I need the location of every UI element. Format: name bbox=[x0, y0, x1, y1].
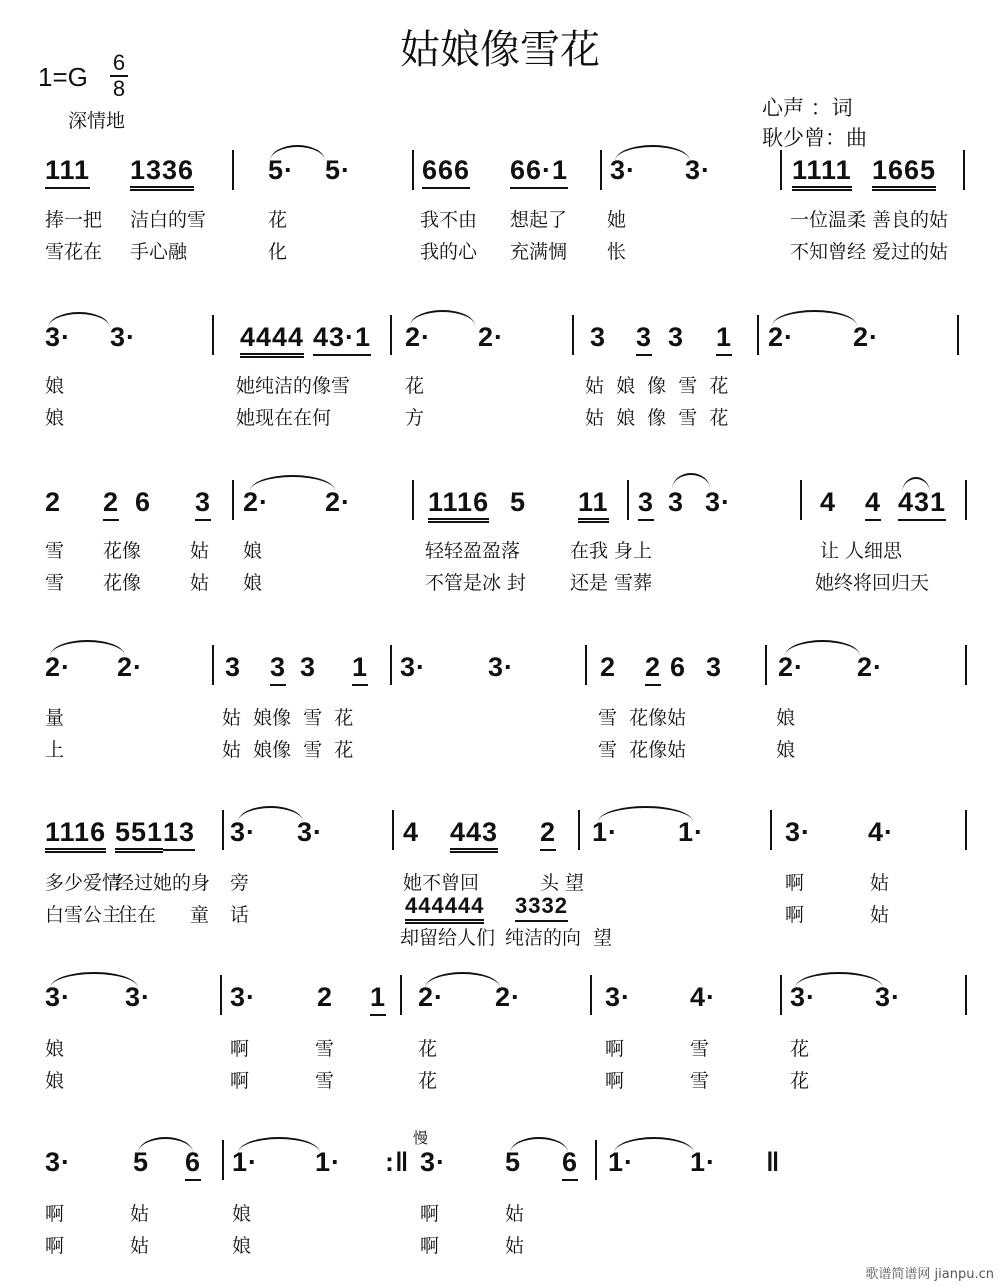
lyric: 花 bbox=[405, 375, 425, 397]
lyric: 她终将回归天 bbox=[815, 572, 930, 594]
lyric: 话 bbox=[230, 904, 250, 926]
note-group: 11 bbox=[578, 487, 609, 523]
lyric: 雪 花像姑 bbox=[598, 739, 687, 761]
note-group: 5 bbox=[510, 487, 527, 517]
lyric: 雪花在 bbox=[45, 241, 103, 263]
lyric: 善良的姑 bbox=[872, 209, 949, 231]
lyric: 雪 花像姑 bbox=[598, 707, 687, 729]
note-group: 2· bbox=[768, 322, 795, 352]
lyric: 多少爱情 bbox=[45, 872, 122, 894]
note-group: 3 bbox=[636, 322, 652, 356]
note-group: 2 bbox=[317, 982, 334, 1012]
lyricist-credit: 心声 ：词 bbox=[762, 96, 853, 120]
note-group: 1· bbox=[608, 1147, 635, 1177]
lyric: 不管是冰 封 bbox=[425, 572, 527, 594]
lyric: 娘 bbox=[45, 1038, 65, 1060]
note-group: 3· bbox=[400, 652, 427, 682]
barline bbox=[400, 975, 402, 1015]
lyric: 一位温柔 bbox=[790, 209, 867, 231]
lyric: 望 bbox=[593, 927, 613, 949]
note-group: 4444 bbox=[240, 322, 304, 358]
lyric: 量 bbox=[45, 707, 65, 729]
note-group: 2 bbox=[645, 652, 661, 686]
lyric: 花 bbox=[418, 1070, 438, 1092]
lyric: 她不曾回 bbox=[403, 872, 480, 894]
barline bbox=[765, 645, 767, 685]
lyric: 姑 bbox=[190, 572, 210, 594]
lyric: 手心融 bbox=[130, 241, 188, 263]
lyric: 雪 bbox=[690, 1070, 710, 1092]
note-group: 6 bbox=[185, 1147, 201, 1181]
lyric: 她 bbox=[607, 209, 627, 231]
barline bbox=[412, 480, 414, 520]
note-group: 4 bbox=[865, 487, 881, 521]
lyric: 姑 bbox=[505, 1235, 525, 1257]
lyric: 雪 bbox=[690, 1038, 710, 1060]
note-group: 1111 bbox=[792, 155, 852, 191]
barline bbox=[222, 810, 224, 850]
note-group: 443 bbox=[450, 817, 498, 853]
barline bbox=[390, 645, 392, 685]
note-group: 1· bbox=[315, 1147, 342, 1177]
note-group: 5· bbox=[268, 155, 295, 185]
lyric: 上 bbox=[45, 739, 65, 761]
note-group: 111 bbox=[45, 155, 90, 189]
barline bbox=[600, 150, 602, 190]
lyric: 爱过的姑 bbox=[872, 241, 949, 263]
lyric: 花 bbox=[790, 1038, 810, 1060]
note-group: 2· bbox=[418, 982, 445, 1012]
note-group: 2 bbox=[103, 487, 119, 521]
barline bbox=[770, 810, 772, 850]
note-group: 5· bbox=[325, 155, 352, 185]
note-group: 3 bbox=[638, 487, 654, 521]
lyric: 啊 bbox=[45, 1203, 65, 1225]
note-group: 1116 bbox=[428, 487, 489, 523]
barline bbox=[595, 1140, 597, 1180]
time-bottom: 8 bbox=[112, 76, 126, 101]
lyric: 雪 bbox=[315, 1038, 335, 1060]
note-group: 1 bbox=[716, 322, 732, 356]
lyric: 娘 bbox=[45, 1070, 65, 1092]
time-top: 6 bbox=[112, 50, 126, 75]
lyric: 姑 娘像 雪 花 bbox=[222, 707, 354, 729]
note-group: 3· bbox=[785, 817, 812, 847]
barline bbox=[222, 1140, 224, 1180]
lyric: 姑 bbox=[130, 1203, 150, 1225]
note-group: 1336 bbox=[130, 155, 194, 191]
barline bbox=[412, 150, 414, 190]
note-group: 5 bbox=[133, 1147, 150, 1177]
note-group: 2· bbox=[857, 652, 884, 682]
lyric: 啊 bbox=[785, 872, 805, 894]
time-signature bbox=[110, 52, 128, 100]
barline bbox=[232, 150, 234, 190]
lyric: 头 望 bbox=[540, 872, 585, 894]
note-group: 1 bbox=[352, 652, 368, 686]
lyric: 娘 bbox=[243, 572, 263, 594]
note-group: 1 bbox=[370, 982, 386, 1016]
lyric: 旁 bbox=[230, 872, 250, 894]
note-group: 4 bbox=[403, 817, 420, 847]
barline bbox=[392, 810, 394, 850]
note-group: 3· bbox=[45, 1147, 72, 1177]
note-group: 3· bbox=[610, 155, 637, 185]
tempo-marking: 深情地 bbox=[68, 110, 126, 132]
note-group: 3· bbox=[45, 322, 72, 352]
note-group: 2 bbox=[540, 817, 556, 851]
note-group: 2· bbox=[405, 322, 432, 352]
note-group: 2· bbox=[478, 322, 505, 352]
lyric: 在我 身上 bbox=[570, 540, 653, 562]
lyric: 姑 bbox=[130, 1235, 150, 1257]
final-barline: ‖ bbox=[766, 1147, 781, 1177]
lyric: 轻轻盈盈落 bbox=[425, 540, 521, 562]
lyric: 雪 bbox=[315, 1070, 335, 1092]
note-group: 13 bbox=[163, 817, 195, 851]
note-group: 3· bbox=[790, 982, 817, 1012]
lyric: 娘 bbox=[232, 1235, 252, 1257]
repeat-end-barline: :‖ bbox=[385, 1147, 410, 1177]
note-group: 1· bbox=[232, 1147, 259, 1177]
song-title: 姑娘像雪花 bbox=[400, 27, 600, 73]
lyric: 花像 bbox=[103, 572, 142, 594]
lyric: 花像 bbox=[103, 540, 142, 562]
lyric: 姑 bbox=[870, 904, 890, 926]
lyric: 花 bbox=[418, 1038, 438, 1060]
lyric: 啊 bbox=[605, 1070, 625, 1092]
note-group: 4· bbox=[690, 982, 717, 1012]
barline bbox=[957, 315, 959, 355]
lyric: 她纯洁的像雪 bbox=[236, 375, 351, 397]
lyric: 花 bbox=[790, 1070, 810, 1092]
note-group: 3· bbox=[110, 322, 137, 352]
lyric: 娘 bbox=[776, 739, 796, 761]
barline bbox=[627, 480, 629, 520]
barline bbox=[590, 975, 592, 1015]
note-group: 3 bbox=[270, 652, 286, 686]
lyric: 童 bbox=[190, 904, 210, 926]
lyric: 娘 bbox=[45, 375, 65, 397]
lyric: 洁白的雪 bbox=[130, 209, 207, 231]
lyric: 充满惆 bbox=[510, 241, 568, 263]
note-group: 3 bbox=[668, 322, 685, 352]
barline bbox=[390, 315, 392, 355]
barline bbox=[780, 975, 782, 1015]
note-group: 2· bbox=[853, 322, 880, 352]
lyric: 啊 bbox=[230, 1070, 250, 1092]
lyric: 姑 bbox=[870, 872, 890, 894]
barline bbox=[757, 315, 759, 355]
lyric: 怅 bbox=[607, 241, 627, 263]
note-group: 431 bbox=[898, 487, 946, 521]
note-group: 2· bbox=[117, 652, 144, 682]
note-group: 3· bbox=[420, 1147, 447, 1177]
lyric: 纯洁的向 bbox=[505, 927, 582, 949]
lyric: 住在 bbox=[118, 904, 157, 926]
note-group: 3 bbox=[225, 652, 242, 682]
note-group: 3· bbox=[297, 817, 324, 847]
alt-note-group: 444444 bbox=[405, 893, 484, 924]
watermark: 歌谱简谱网 jianpu.cn bbox=[865, 1267, 994, 1282]
note-group: 3 bbox=[195, 487, 211, 521]
barline bbox=[965, 480, 967, 520]
lyric: 却留给人们 bbox=[400, 927, 496, 949]
note-group: 3· bbox=[488, 652, 515, 682]
lyric: 娘 bbox=[232, 1203, 252, 1225]
key-signature: 1=G bbox=[38, 62, 88, 92]
barline bbox=[232, 480, 234, 520]
note-group: 3· bbox=[705, 487, 732, 517]
barline bbox=[965, 975, 967, 1015]
lyric: 她现在在何 bbox=[236, 407, 332, 429]
lyric: 姑 bbox=[190, 540, 210, 562]
composer-credit: 耿少曾：曲 bbox=[762, 126, 867, 150]
lyric: 方 bbox=[405, 407, 425, 429]
lyric: 捧一把 bbox=[45, 209, 103, 231]
lyric: 花 bbox=[268, 209, 288, 231]
note-group: 6 bbox=[135, 487, 152, 517]
lyric: 姑 娘 像 雪 花 bbox=[585, 375, 729, 397]
tempo-slow-marking: 慢 bbox=[413, 1129, 429, 1147]
lyric: 还是 雪葬 bbox=[570, 572, 653, 594]
barline bbox=[965, 645, 967, 685]
lyric: 啊 bbox=[45, 1235, 65, 1257]
lyric: 啊 bbox=[605, 1038, 625, 1060]
note-group: 3· bbox=[45, 982, 72, 1012]
note-group: 4· bbox=[868, 817, 895, 847]
note-group: 1· bbox=[678, 817, 705, 847]
note-group: 2· bbox=[45, 652, 72, 682]
note-group: 2 bbox=[600, 652, 617, 682]
note-group: 3· bbox=[230, 982, 257, 1012]
barline bbox=[965, 810, 967, 850]
lyric: 啊 bbox=[420, 1235, 440, 1257]
note-group: 3· bbox=[605, 982, 632, 1012]
barline bbox=[578, 810, 580, 850]
note-group: 3· bbox=[685, 155, 712, 185]
lyric: 白雪公主 bbox=[45, 904, 122, 926]
note-group: 2· bbox=[778, 652, 805, 682]
alt-note-group: 3332 bbox=[515, 893, 568, 922]
lyric: 让 人细思 bbox=[820, 540, 903, 562]
note-group: 1665 bbox=[872, 155, 936, 191]
barline bbox=[212, 315, 214, 355]
lyric: 啊 bbox=[230, 1038, 250, 1060]
note-group: 3 bbox=[300, 652, 317, 682]
barline bbox=[212, 645, 214, 685]
barline bbox=[800, 480, 802, 520]
lyric: 不知曾经 bbox=[790, 241, 867, 263]
barline bbox=[585, 645, 587, 685]
lyric: 化 bbox=[268, 241, 288, 263]
lyric: 我不由 bbox=[420, 209, 478, 231]
lyric: 娘 bbox=[45, 407, 65, 429]
note-group: 3 bbox=[668, 487, 685, 517]
lyric: 啊 bbox=[420, 1203, 440, 1225]
note-group: 551 bbox=[115, 817, 163, 853]
barline bbox=[572, 315, 574, 355]
note-group: 1· bbox=[592, 817, 619, 847]
note-group: 3· bbox=[230, 817, 257, 847]
lyric: 姑 bbox=[505, 1203, 525, 1225]
lyric: 雪 bbox=[45, 572, 65, 594]
lyric: 雪 bbox=[45, 540, 65, 562]
note-group: 2 bbox=[45, 487, 62, 517]
lyric: 娘 bbox=[243, 540, 263, 562]
note-group: 3 bbox=[590, 322, 607, 352]
note-group: 1· bbox=[690, 1147, 717, 1177]
note-group: 5 bbox=[505, 1147, 522, 1177]
lyric: 姑 娘像 雪 花 bbox=[222, 739, 354, 761]
note-group: 6 bbox=[670, 652, 687, 682]
note-group: 3· bbox=[875, 982, 902, 1012]
barline bbox=[220, 975, 222, 1015]
lyric: 想起了 bbox=[510, 209, 568, 231]
note-group: 2· bbox=[495, 982, 522, 1012]
lyric: 经过她的身 bbox=[115, 872, 211, 894]
barline bbox=[963, 150, 965, 190]
note-group: 4 bbox=[820, 487, 837, 517]
lyric: 啊 bbox=[785, 904, 805, 926]
note-group: 666 bbox=[422, 155, 470, 189]
note-group: 66·1 bbox=[510, 155, 568, 189]
note-group: 43·1 bbox=[313, 322, 371, 356]
note-group: 2· bbox=[325, 487, 352, 517]
note-group: 2· bbox=[243, 487, 270, 517]
lyric: 我的心 bbox=[420, 241, 478, 263]
note-group: 3 bbox=[706, 652, 723, 682]
note-group: 1116 bbox=[45, 817, 106, 853]
barline bbox=[780, 150, 782, 190]
lyric: 姑 娘 像 雪 花 bbox=[585, 407, 729, 429]
note-group: 6 bbox=[562, 1147, 578, 1181]
note-group: 3· bbox=[125, 982, 152, 1012]
lyric: 娘 bbox=[776, 707, 796, 729]
